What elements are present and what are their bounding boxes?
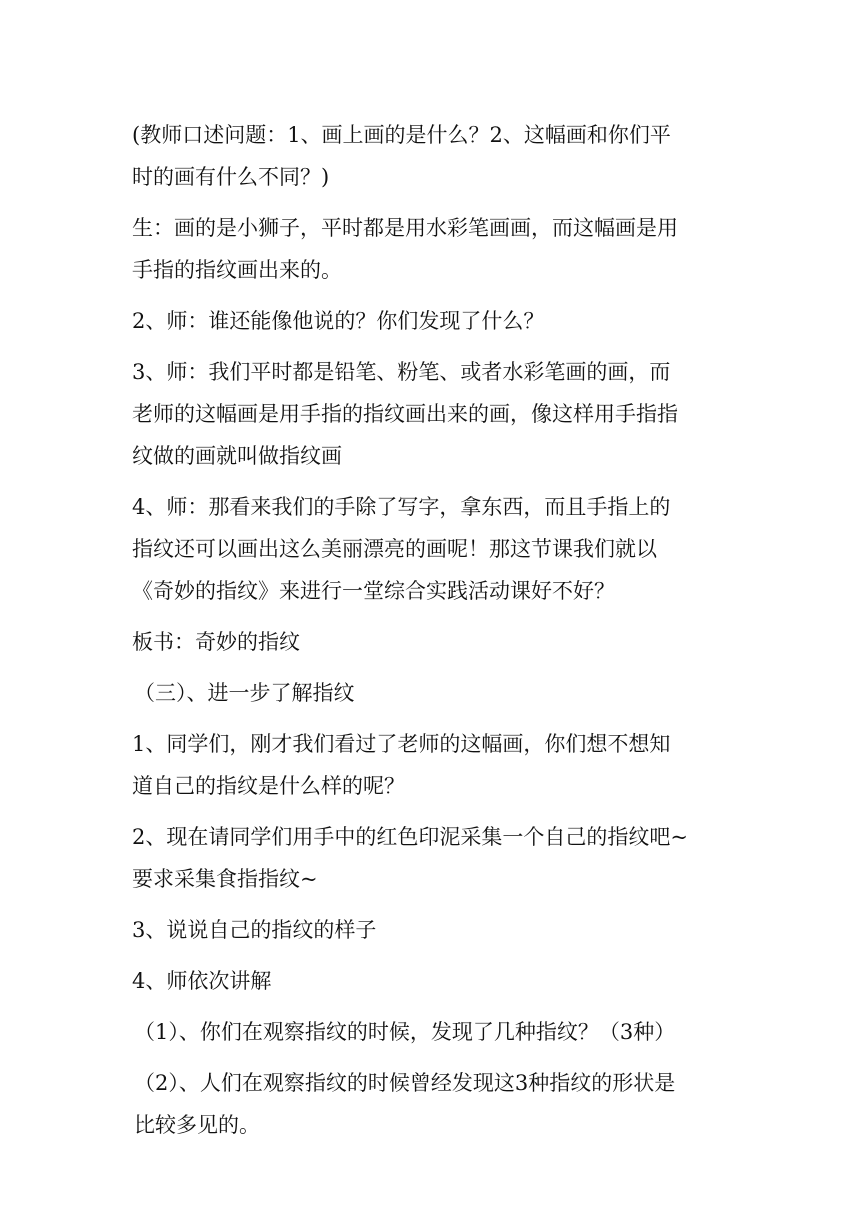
paragraph-step-3 bbox=[132, 351, 732, 477]
text-line: 手指的指纹画出来的。 bbox=[132, 258, 342, 282]
text-line: 2、现在请同学们用手中的红色印泥采集一个自己的指纹吧~ bbox=[132, 825, 688, 849]
text-line: 生：画的是小狮子，平时都是用水彩笔画画，而这幅画是用 bbox=[132, 216, 678, 240]
text-line: 老师的这幅画是用手指的指纹画出来的画，像这样用手指指 bbox=[132, 402, 678, 426]
paragraph-step-4 bbox=[132, 486, 732, 612]
text-line: 3、师：我们平时都是铅笔、粉笔、或者水彩笔画的画，而 bbox=[132, 360, 671, 384]
text-line: 时的画有什么不同？) bbox=[132, 165, 330, 189]
paragraph-item-1 bbox=[132, 723, 732, 807]
text-line: 纹做的画就叫做指纹画 bbox=[132, 444, 342, 468]
document-body bbox=[132, 114, 732, 1155]
paragraph-teacher-questions bbox=[132, 114, 732, 198]
text-line: (教师口述问题：1、画上画的是什么？2、这幅画和你们平 bbox=[132, 123, 671, 147]
text-line: 道自己的指纹是什么样的呢？ bbox=[132, 774, 405, 798]
paragraph-blackboard-title bbox=[132, 621, 732, 663]
text-line: 比较多见的。 bbox=[134, 1113, 260, 1137]
text-line: 4、师依次讲解 bbox=[132, 969, 272, 993]
text-line: 要求采集食指指纹~ bbox=[132, 867, 318, 891]
text-line: 4、师：那看来我们的手除了写字，拿东西，而且手指上的 bbox=[132, 495, 671, 519]
text-line: 2、师：谁还能像他说的？你们发现了什么？ bbox=[132, 309, 545, 333]
paragraph-item-3 bbox=[132, 909, 732, 951]
text-line: （2）、人们在观察指纹的时候曾经发现这3种指纹的形状是 bbox=[134, 1071, 676, 1095]
text-line: 1、同学们，刚才我们看过了老师的这幅画，你们想不想知 bbox=[132, 732, 671, 756]
paragraph-subitem-2 bbox=[132, 1062, 732, 1146]
section-heading bbox=[132, 672, 732, 714]
text-line: 板书：奇妙的指纹 bbox=[132, 630, 300, 654]
text-line: 《奇妙的指纹》来进行一堂综合实践活动课好不好？ bbox=[132, 579, 615, 603]
text-line: 指纹还可以画出这么美丽漂亮的画呢！那这节课我们就以 bbox=[132, 537, 657, 561]
text-line: 3、说说自己的指纹的样子 bbox=[132, 918, 377, 942]
paragraph-item-4 bbox=[132, 960, 732, 1002]
text-line: （三）、进一步了解指纹 bbox=[134, 681, 355, 705]
paragraph-step-2 bbox=[132, 300, 732, 342]
text-line: （1）、你们在观察指纹的时候，发现了几种指纹？（3种） bbox=[134, 1020, 676, 1044]
paragraph-item-2 bbox=[132, 816, 732, 900]
paragraph-subitem-1 bbox=[132, 1011, 732, 1053]
paragraph-student-answer bbox=[132, 207, 732, 291]
